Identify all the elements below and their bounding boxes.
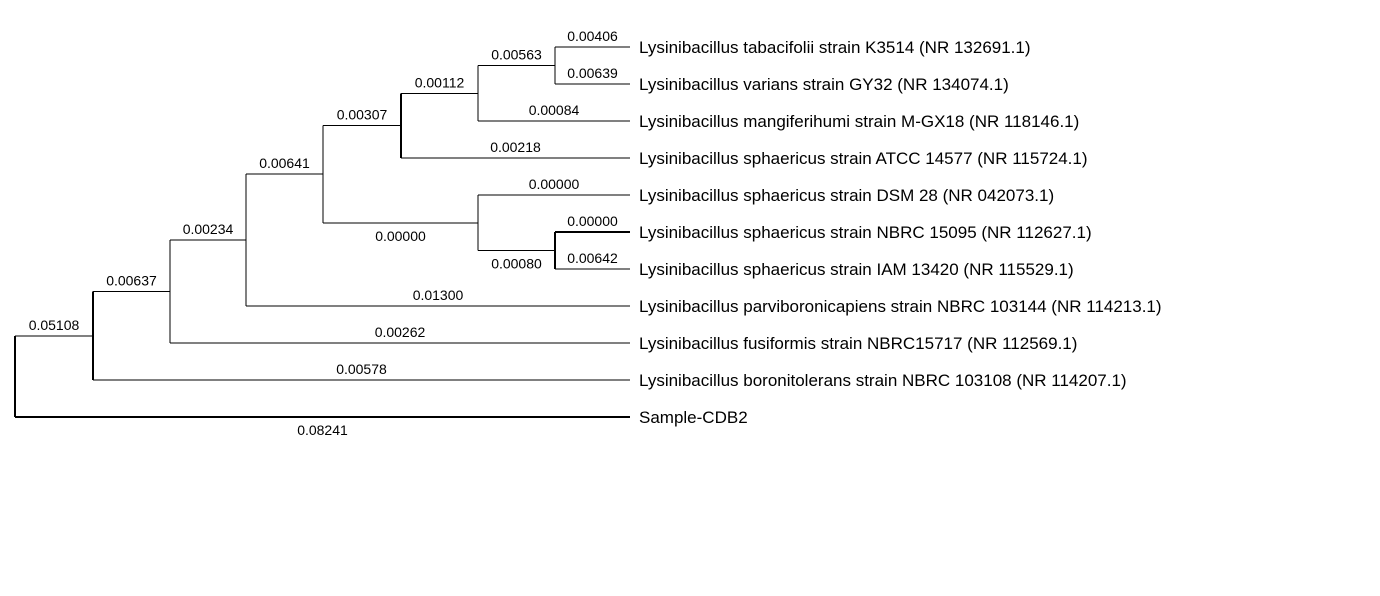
taxon-label-t1: Lysinibacillus tabacifolii strain K3514 (NR 132691.1)	[639, 38, 1031, 57]
branch-length-t7: 0.00642	[567, 250, 618, 266]
taxon-label-t2: Lysinibacillus varians strain GY32 (NR 134074.1)	[639, 75, 1009, 94]
branch-length-n6: 0.00112	[414, 74, 465, 91]
taxon-label-t10: Lysinibacillus boronitolerans strain NBRC 103108 (NR 114207.1)	[639, 371, 1127, 390]
branch-length-n2: 0.00637	[106, 272, 157, 289]
branch-length-t4: 0.00218	[490, 139, 541, 155]
taxon-label-t5: Lysinibacillus sphaericus strain DSM 28 (NR 042073.1)	[639, 186, 1055, 205]
branch-length-n7: 0.00563	[491, 46, 542, 63]
branch-length-t1: 0.00406	[567, 28, 618, 44]
branch-length-t11: 0.08241	[297, 422, 348, 438]
branch-length-t2: 0.00639	[567, 65, 618, 81]
branch-length-t6: 0.00000	[567, 213, 618, 229]
branch-length-t5: 0.00000	[528, 176, 580, 192]
branch-length-t9: 0.00262	[374, 324, 426, 340]
branch-length-n3: 0.00234	[182, 221, 234, 238]
taxon-label-t3: Lysinibacillus mangiferihumi strain M-GX18 (NR 118146.1)	[639, 112, 1080, 131]
branch-length-n5: 0.00307	[336, 106, 388, 123]
branch-length-n8: 0.00000	[375, 227, 426, 244]
taxon-label-t11: Sample-CDB2	[639, 408, 748, 427]
taxon-label-t9: Lysinibacillus fusiformis strain NBRC15717 (NR 112569.1)	[639, 334, 1078, 353]
taxon-label-t4: Lysinibacillus sphaericus strain ATCC 14577 (NR 115724.1)	[639, 149, 1088, 168]
taxon-label-t7: Lysinibacillus sphaericus strain IAM 13420 (NR 115529.1)	[639, 260, 1074, 279]
branch-length-n1: 0.05108	[28, 316, 80, 333]
taxon-label-t8: Lysinibacillus parviboronicapiens strain NBRC 103144 (NR 114213.1)	[639, 297, 1162, 316]
branch-length-n4: 0.00641	[259, 155, 310, 172]
branch-length-n9: 0.00080	[491, 255, 542, 272]
branch-length-t10: 0.00578	[336, 361, 387, 377]
taxon-label-t6: Lysinibacillus sphaericus strain NBRC 15095 (NR 112627.1)	[639, 223, 1092, 242]
branch-length-t8: 0.01300	[412, 287, 464, 303]
branch-length-t3: 0.00084	[528, 102, 580, 118]
